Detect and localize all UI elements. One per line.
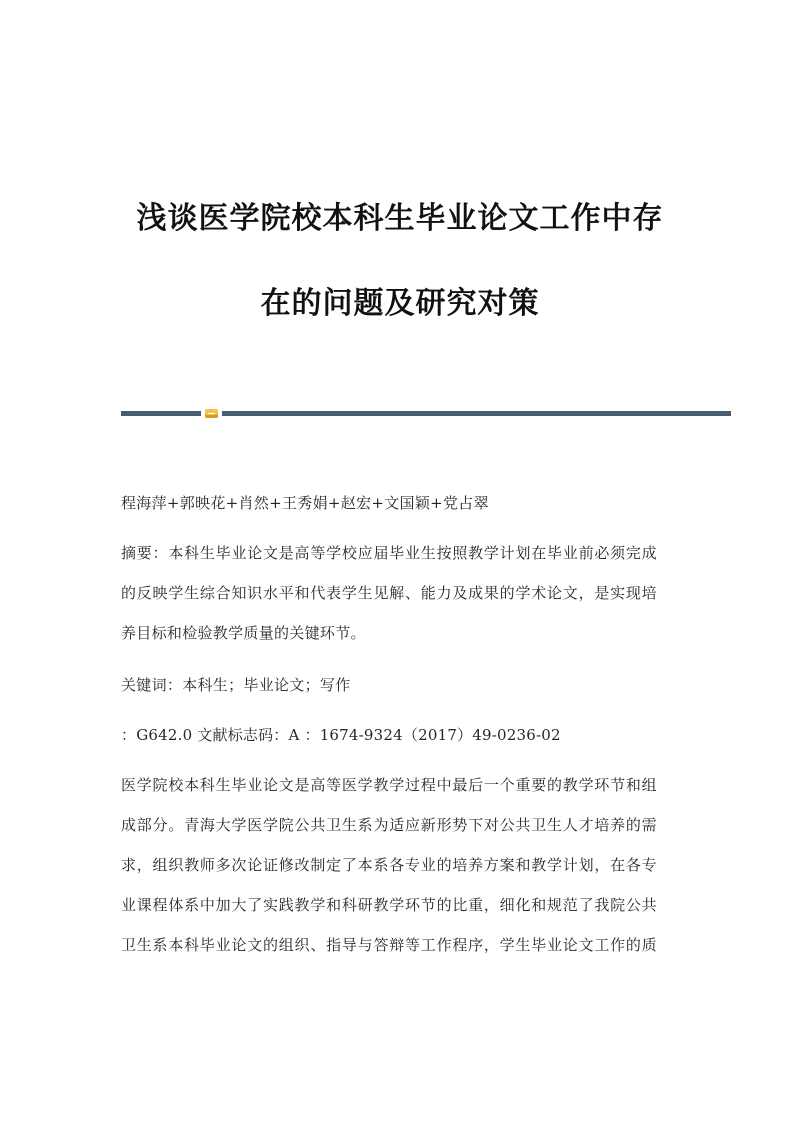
classification-info: ：G642.0 文献标志码：A ：1674-9324（2017）49-0236-02: [121, 726, 561, 744]
body-line-5: 卫生系本科毕业论文的组织、指导与答辩等工作程序，学生毕业论文工作的质: [121, 936, 657, 954]
divider-bar-right: [222, 411, 731, 416]
body-line-1: 医学院校本科生毕业论文是高等医学教学过程中最后一个重要的教学环节和组: [121, 776, 657, 794]
divider-bar-left: [121, 411, 201, 416]
body-line-4: 业课程体系中加大了实践教学和科研教学环节的比重，细化和规范了我院公共: [121, 896, 657, 914]
title-divider: [121, 409, 731, 417]
body-line-2: 成部分。青海大学医学院公共卫生系为适应新形势下对公共卫生人才培养的需: [121, 816, 657, 834]
title-line-2: 在的问题及研究对策: [260, 286, 540, 321]
author-list: 程海萍+郭映花+肖然+王秀娟+赵宏+文国颖+党占翠: [121, 494, 489, 512]
body-line-3: 求，组织教师多次论证修改制定了本系各专业的培养方案和教学计划，在各专: [121, 856, 657, 874]
abstract-line-1: 摘要：本科生毕业论文是高等学校应届毕业生按照教学计划在毕业前必须完成: [121, 544, 657, 562]
abstract-line-3: 养目标和检验教学质量的关键环节。: [121, 624, 366, 642]
envelope-icon: [205, 409, 218, 418]
keywords: 关键词：本科生；毕业论文；写作: [121, 676, 351, 694]
title-line-1: 浅谈医学院校本科生毕业论文工作中存: [136, 201, 664, 236]
abstract-line-2: 的反映学生综合知识水平和代表学生见解、能力及成果的学术论文，是实现培: [121, 584, 657, 602]
